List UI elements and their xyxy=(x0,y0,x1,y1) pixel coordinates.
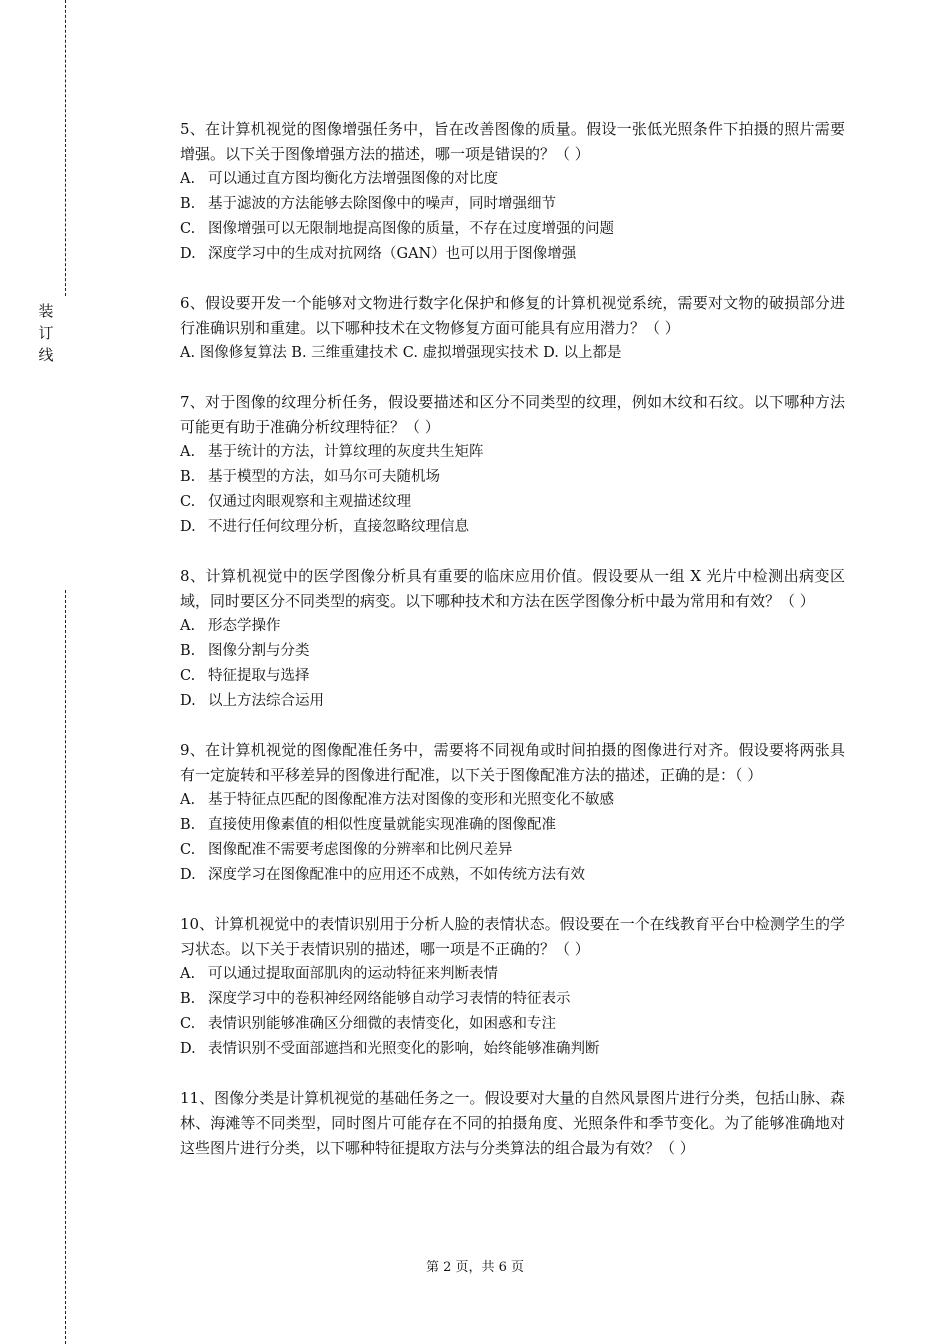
binding-dashed-line-bottom xyxy=(65,590,66,1344)
option-letter: D. xyxy=(180,246,196,262)
option-text: 基于模型的方法，如马尔可夫随机场 xyxy=(208,469,440,485)
option-text: 不进行任何纹理分析，直接忽略纹理信息 xyxy=(208,519,469,535)
inline-options: A. 图像修复算法 B. 三维重建技术 C. 虚拟增强现实技术 D. 以上都是 xyxy=(180,345,622,361)
page-number-footer: 第 2 页，共 6 页 xyxy=(425,1260,525,1275)
option-a xyxy=(180,440,845,465)
option-b xyxy=(180,639,845,664)
question-stem: 5、在计算机视觉的图像增强任务中，旨在改善图像的质量。假设一张低光照条件下拍摄的照片需要增强。以下关于图像增强方法的描述，哪一项是错误的？（ ） xyxy=(180,120,845,163)
option-letter: C. xyxy=(180,221,196,237)
option-list xyxy=(180,614,845,714)
option-letter: D. xyxy=(180,1041,196,1057)
option-list xyxy=(180,167,845,267)
option-text: 深度学习中的生成对抗网络（GAN）也可以用于图像增强 xyxy=(208,246,577,262)
question-stem: 11、图像分类是计算机视觉的基础任务之一。假设要对大量的自然风景图片进行分类，包括山脉、森林、海滩等不同类型，同时图片可能存在不同的拍摄角度、光照条件和季节变化。为了能够准确地对这些图片进行分类，以下哪种特征提取方法与分类算法的组合最为有效？（ ） xyxy=(180,1089,845,1157)
option-text: 基于特征点匹配的图像配准方法对图像的变形和光照变化不敏感 xyxy=(208,792,614,808)
option-text: 可以通过直方图均衡化方法增强图像的对比度 xyxy=(208,171,498,187)
option-letter: A. xyxy=(180,966,196,982)
option-letter: D. xyxy=(180,693,196,709)
binding-char: 线 xyxy=(38,346,54,364)
option-a xyxy=(180,167,845,192)
option-text: 图像增强可以无限制地提高图像的质量，不存在过度增强的问题 xyxy=(208,221,614,237)
option-text: 表情识别能够准确区分细微的表情变化，如困惑和专注 xyxy=(208,1016,556,1032)
question-8 xyxy=(180,564,845,714)
option-list xyxy=(180,440,845,540)
option-text: 表情识别不受面部遮挡和光照变化的影响，始终能够准确判断 xyxy=(208,1041,600,1057)
option-letter: D. xyxy=(180,519,196,535)
question-9 xyxy=(180,738,845,888)
option-letter: A. xyxy=(180,792,196,808)
binding-char: 订 xyxy=(38,324,54,342)
option-b xyxy=(180,465,845,490)
option-letter: B. xyxy=(180,991,196,1007)
option-text: 以上方法综合运用 xyxy=(208,693,324,709)
option-d xyxy=(180,863,845,888)
option-text: 可以通过提取面部肌肉的运动特征来判断表情 xyxy=(208,966,498,982)
option-letter: B. xyxy=(180,817,196,833)
binding-char: 装 xyxy=(38,302,54,320)
question-11 xyxy=(180,1086,845,1161)
option-letter: B. xyxy=(180,469,196,485)
option-letter: B. xyxy=(180,196,196,212)
option-c xyxy=(180,490,845,515)
option-d xyxy=(180,242,845,267)
option-letter: A. xyxy=(180,618,196,634)
option-text: 仅通过肉眼观察和主观描述纹理 xyxy=(208,494,411,510)
question-stem: 6、假设要开发一个能够对文物进行数字化保护和修复的计算机视觉系统，需要对文物的破损部分进行准确识别和重建。以下哪种技术在文物修复方面可能具有应用潜力？（ ） xyxy=(180,294,845,337)
option-b xyxy=(180,192,845,217)
option-letter: C. xyxy=(180,494,196,510)
question-5 xyxy=(180,117,845,267)
question-stem: 8、计算机视觉中的医学图像分析具有重要的临床应用价值。假设要从一组 X 光片中检测出病变区域，同时要区分不同类型的病变。以下哪种技术和方法在医学图像分析中最为常用和有效？（ ） xyxy=(180,567,845,610)
option-text: 直接使用像素值的相似性度量就能实现准确的图像配准 xyxy=(208,817,556,833)
question-stem: 7、对于图像的纹理分析任务，假设要描述和区分不同类型的纹理，例如木纹和石纹。以下哪种方法可能更有助于准确分析纹理特征？（ ） xyxy=(180,393,845,436)
option-a xyxy=(180,614,845,639)
option-letter: B. xyxy=(180,643,196,659)
option-text: 深度学习中的卷积神经网络能够自动学习表情的特征表示 xyxy=(208,991,571,1007)
question-10 xyxy=(180,912,845,1062)
question-7 xyxy=(180,390,845,540)
option-text: 形态学操作 xyxy=(208,618,281,634)
option-c xyxy=(180,664,845,689)
option-a xyxy=(180,962,845,987)
option-text: 基于统计的方法，计算纹理的灰度共生矩阵 xyxy=(208,444,484,460)
option-b xyxy=(180,813,845,838)
option-d xyxy=(180,1037,845,1062)
option-d xyxy=(180,689,845,714)
option-letter: C. xyxy=(180,842,196,858)
option-c xyxy=(180,217,845,242)
exam-content xyxy=(180,117,845,1185)
option-d xyxy=(180,515,845,540)
option-c xyxy=(180,1012,845,1037)
option-text: 深度学习在图像配准中的应用还不成熟，不如传统方法有效 xyxy=(208,867,585,883)
option-a xyxy=(180,788,845,813)
option-c xyxy=(180,838,845,863)
option-text: 基于滤波的方法能够去除图像中的噪声，同时增强细节 xyxy=(208,196,556,212)
option-b xyxy=(180,987,845,1012)
option-list xyxy=(180,962,845,1062)
question-stem: 10、计算机视觉中的表情识别用于分析人脸的表情状态。假设要在一个在线教育平台中检测学生的学习状态。以下关于表情识别的描述，哪一项是不正确的？（ ） xyxy=(180,915,845,958)
question-stem: 9、在计算机视觉的图像配准任务中，需要将不同视角或时间拍摄的图像进行对齐。假设要将两张具有一定旋转和平移差异的图像进行配准，以下关于图像配准方法的描述，正确的是：（ ） xyxy=(180,741,845,784)
option-list xyxy=(180,788,845,888)
option-text: 特征提取与选择 xyxy=(208,668,310,684)
question-6 xyxy=(180,291,845,366)
binding-dashed-line-top xyxy=(65,0,66,296)
option-letter: C. xyxy=(180,668,196,684)
option-letter: A. xyxy=(180,444,196,460)
option-letter: D. xyxy=(180,867,196,883)
option-letter: A. xyxy=(180,171,196,187)
option-text: 图像分割与分类 xyxy=(208,643,310,659)
binding-label xyxy=(34,300,58,366)
option-text: 图像配准不需要考虑图像的分辨率和比例尺差异 xyxy=(208,842,513,858)
option-letter: C. xyxy=(180,1016,196,1032)
